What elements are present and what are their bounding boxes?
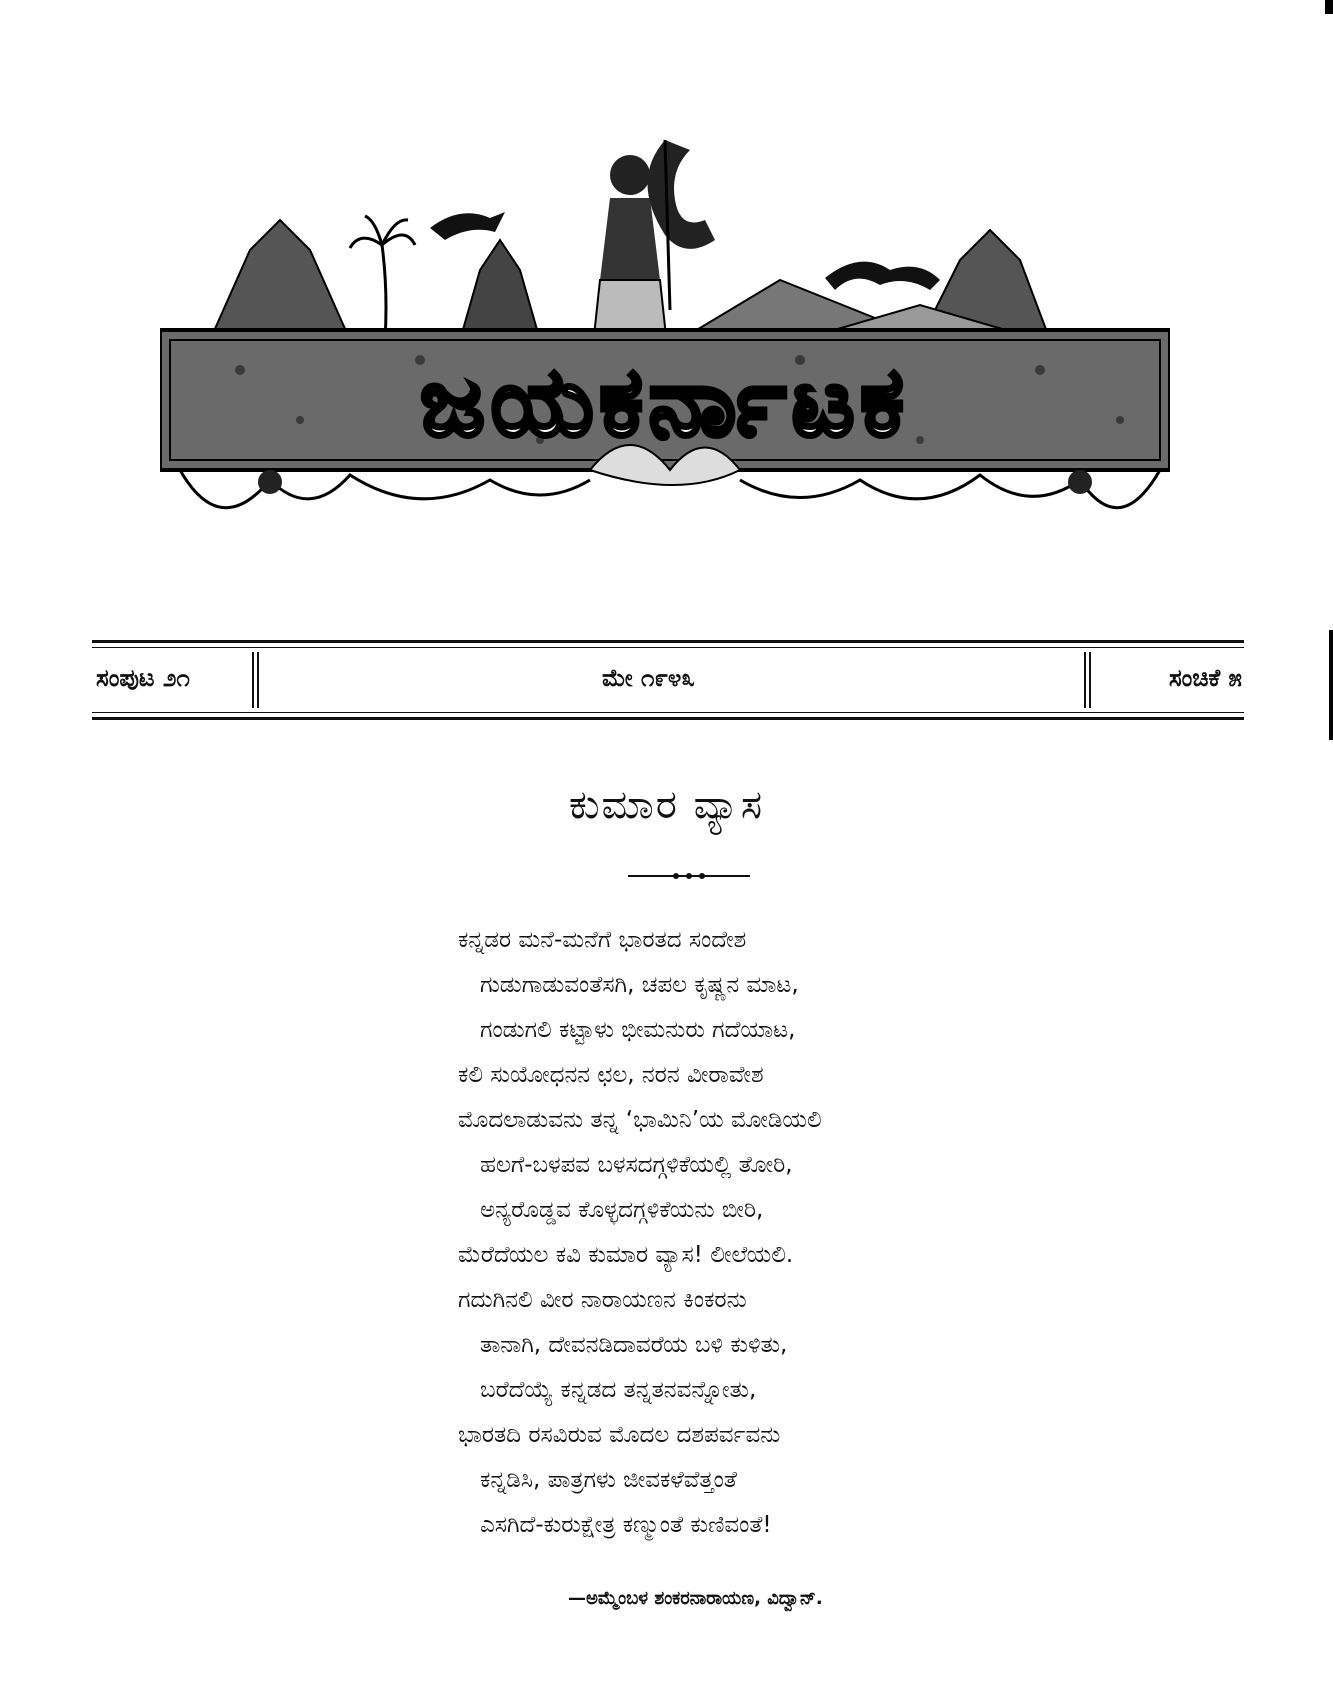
poem-line: ಗಂಡುಗಲಿ ಕಟ್ಟಾಳು ಭೀಮನುರು ಗದೆಯಾಟ, [480,1017,796,1043]
bottom-thick-rule [92,717,1244,720]
issue-date: ಮೇ ೧೯೪೩ [602,664,695,692]
title-ornament [628,870,750,882]
poem-byline: —ಅಮ್ಮೆಂಬಳ ಶಂಕರನಾರಾಯಣ, ವಿದ್ವಾನ್. [568,1588,823,1609]
divider-right [1089,652,1091,708]
masthead-illustration [160,120,1170,560]
poem-body [458,918,1018,1548]
scan-edge-mark [1329,630,1333,740]
poem-line: ಕನ್ನಡರ ಮನೆ-ಮನೆಗೆ ಭಾರತದ ಸಂದೇಶ [458,927,747,953]
poem-line: ಕನ್ನಡಿಸಿ, ಪಾತ್ರಗಳು ಜೀವಕಳೆವೆತ್ತಂತೆ [480,1467,737,1493]
bottom-thin-rule [92,712,1244,713]
poem-line: ಎಸಗಿದೆ-ಕುರುಕ್ಷೇತ್ರ ಕಣ್ಮುಂತೆ ಕುಣಿವಂತೆ! [480,1512,772,1538]
divider-left-inner [257,652,259,708]
top-thick-rule [92,640,1244,643]
poem-line: ಗುಡುಗಾಡುವಂತೆಸಗಿ, ಚಪಲ ಕೃಷ್ಣನ ಮಾಟ, [480,972,799,998]
poem-title: ಕುಮಾರ ವ್ಯಾಸ [568,782,765,828]
poem-line: ಬರೆದೆಯ್ಯೆ ಕನ್ನಡದ ತನ್ನತನವನ್ನೋತು, [480,1377,757,1403]
divider-right-inner [1084,652,1086,708]
poem-line: ಹಲಗೆ-ಬಳಪವ ಬಳಸದಗ್ಗಳಿಕೆಯಲ್ಲಿ ತೋರಿ, [480,1152,793,1178]
issue-info-bar [92,640,1244,720]
divider-left [252,652,254,708]
issue-number: ಸಂಚಿಕೆ ೫ [1168,664,1242,692]
volume-label: ಸಂಪುಟ ೨೧ [96,664,190,692]
poem-line: ತಾನಾಗಿ, ದೇವನಡಿದಾವರೆಯ ಬಳಿ ಕುಳಿತು, [480,1332,788,1358]
poem-line: ಕಲಿ ಸುಯೋಧನನ ಛಲ, ನರನ ವೀರಾವೇಶ [458,1062,764,1088]
top-thin-rule [92,647,1244,648]
poem-line: ಮೊದಲಾಡುವನು ತನ್ನ ‘ಭಾಮಿನಿ’ಯ ಮೋಡಿಯಲಿ [458,1107,822,1133]
scan-edge-mark [1325,0,1333,14]
poem-line: ಗದುಗಿನಲಿ ವೀರ ನಾರಾಯಣನ ಕಿಂಕರನು [458,1287,747,1313]
masthead [160,120,1170,560]
poem-line: ಅನ್ಯರೊಡ್ಡವ ಕೊಳ್ಳದಗ್ಗಳಿಕೆಯನು ಬೀರಿ, [480,1197,764,1223]
masthead-title: ಜಯಕರ್ನಾಟಕ [420,346,910,458]
poem-line: ಭಾರತದಿ ರಸವಿರುವ ಮೊದಲ ದಶಪರ್ವವನು [458,1422,781,1448]
poem-line: ಮೆರೆದೆಯಲ ಕವಿ ಕುಮಾರ ವ್ಯಾಸ! ಲೀಲೆಯಲಿ. [458,1242,794,1268]
